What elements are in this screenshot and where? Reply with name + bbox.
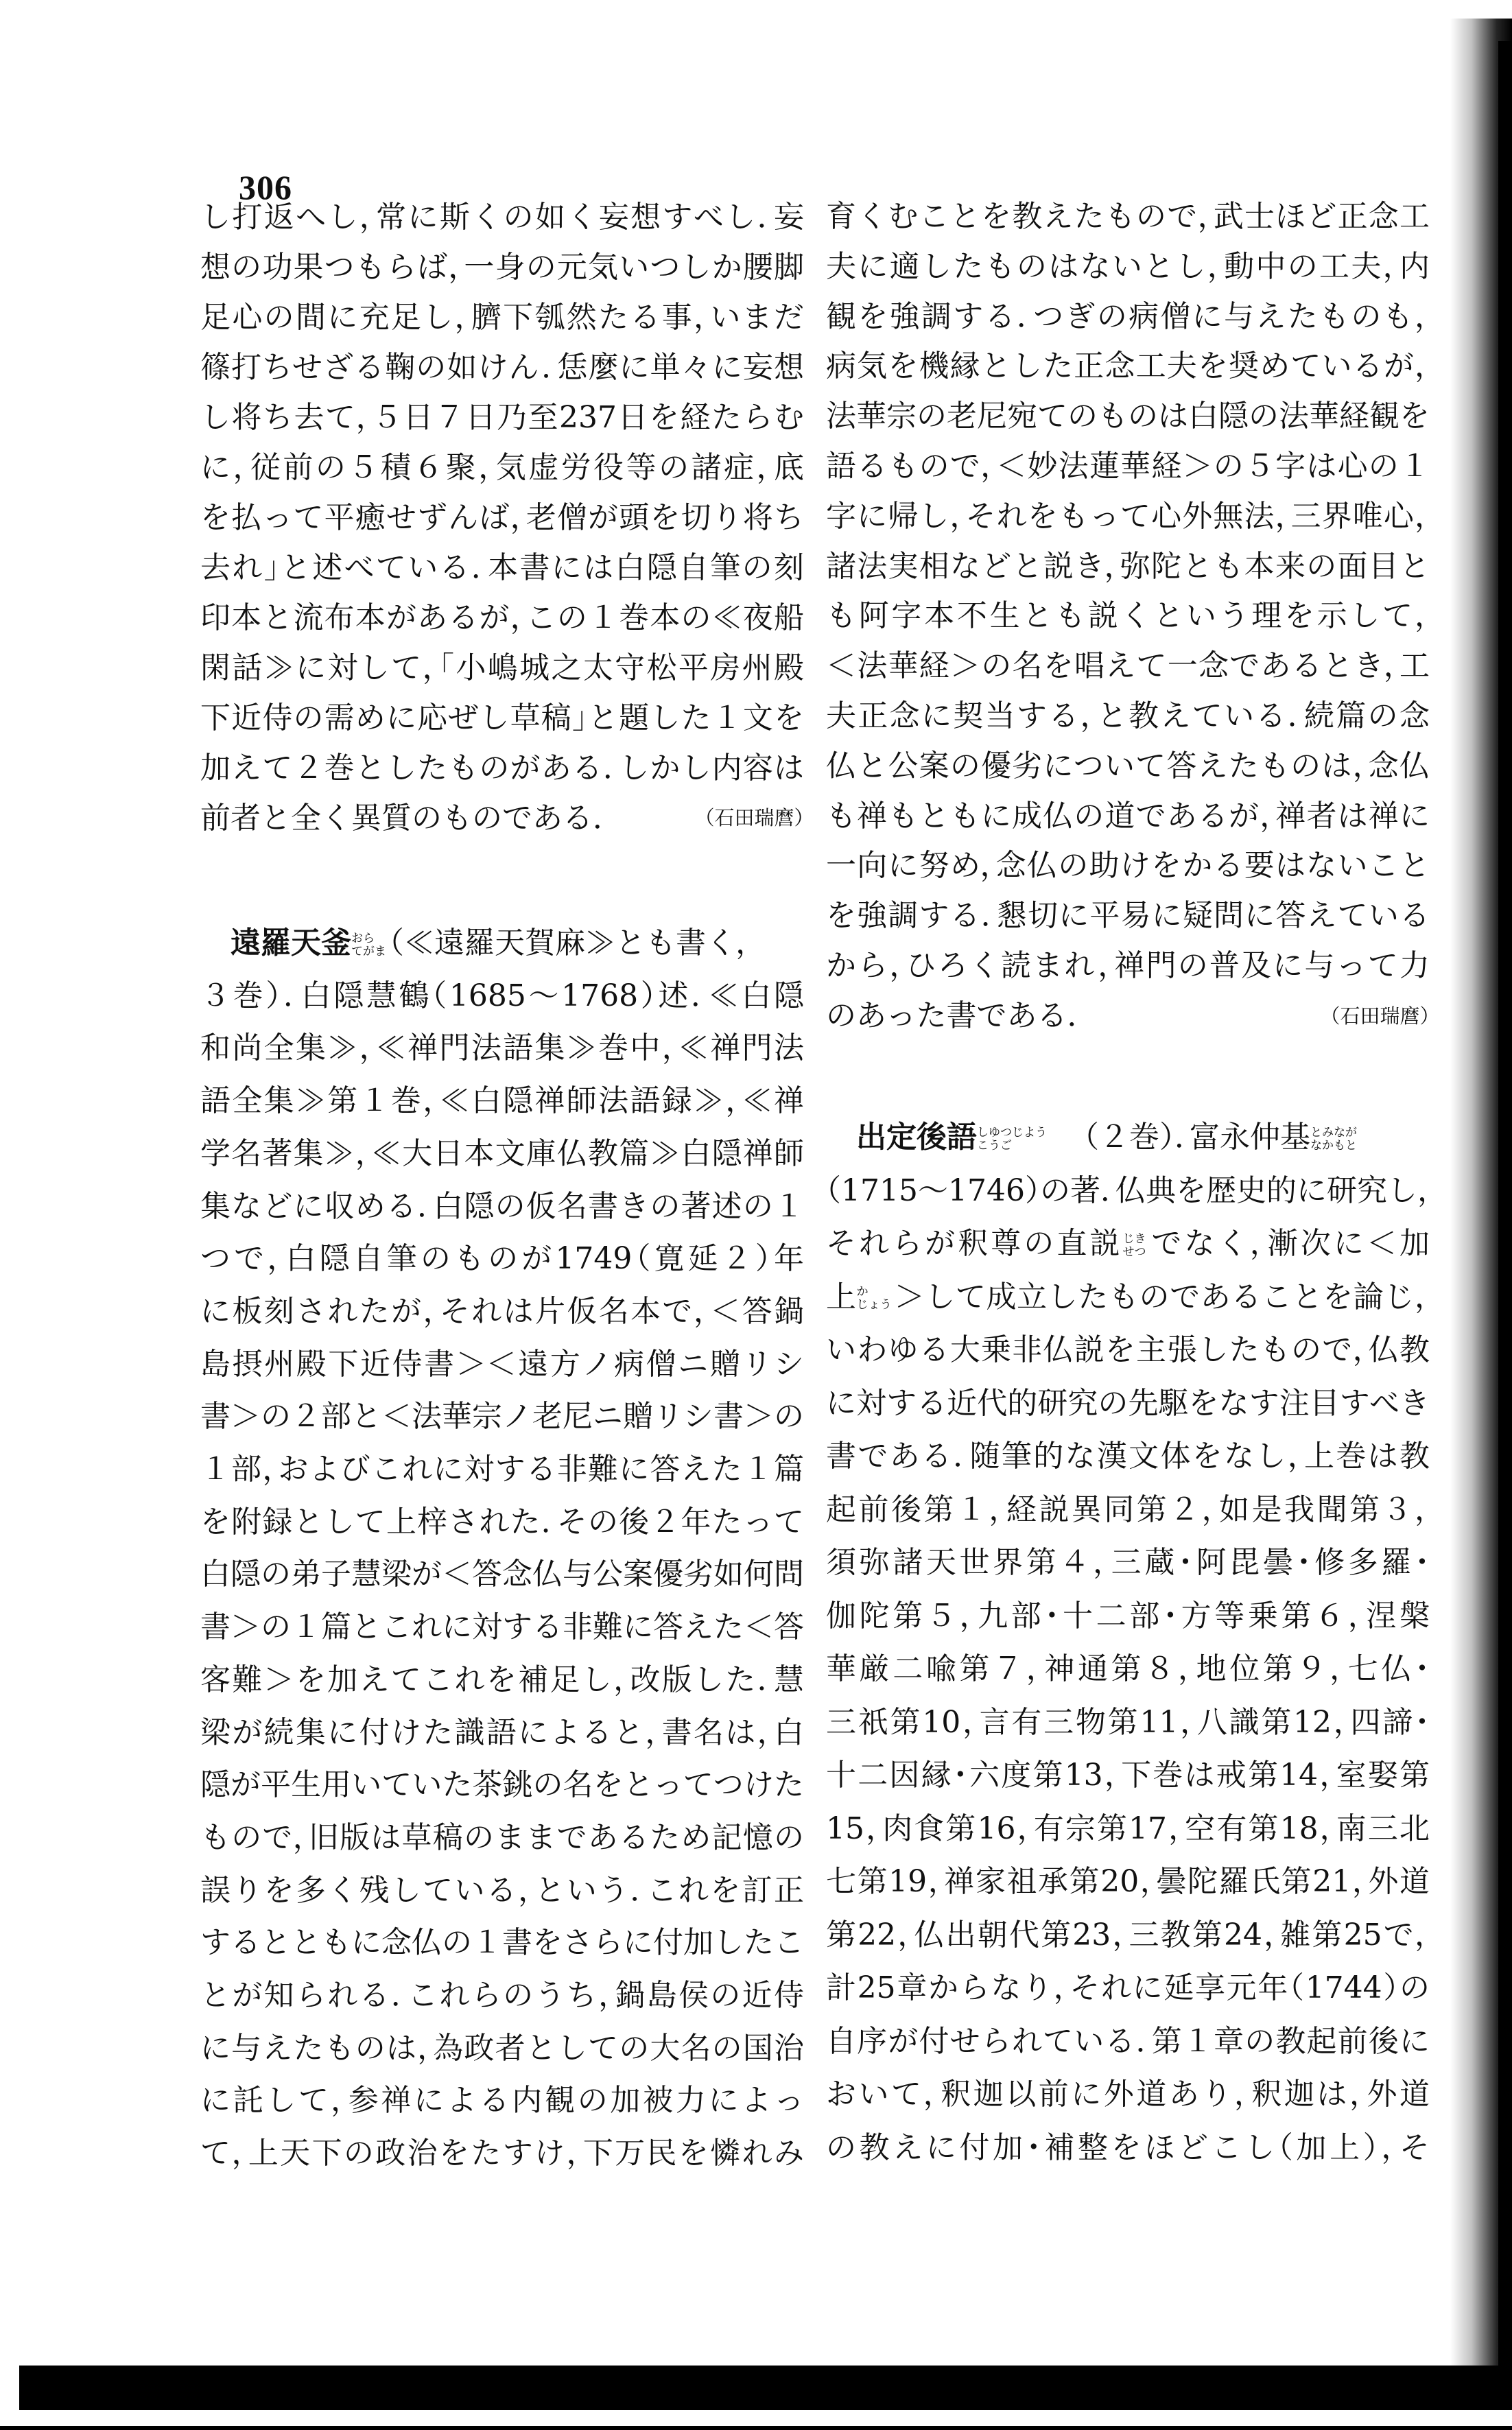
paragraph-end-line <box>826 991 1430 1041</box>
text-line: いわゆる大乗非仏説を主張したもので，仏教 <box>826 1332 1430 1367</box>
entry-heading <box>826 1111 1430 1164</box>
text-line: から，ひろく読まれ，禅門の普及に与って力 <box>826 947 1430 983</box>
ruby-kajo <box>857 1286 892 1312</box>
text-line: おいて，釈迦以前に外道あり，釈迦は，外道 <box>826 2077 1430 2112</box>
text-line: 印本と流布本があるが，この１巻本の≪夜船 <box>200 600 804 635</box>
headword-ruby <box>351 932 386 958</box>
text-line: 客難＞を加えてこれを補足し，改版した．慧 <box>200 1662 804 1697</box>
text-line: もので，旧版は草稿のままであるため記憶の <box>200 1819 804 1855</box>
text-line: 須弥諸天世界第４，三蔵・阿毘曇・修多羅・ <box>826 1545 1430 1580</box>
text-line: を強調する．懇切に平易に疑問に答えている <box>826 898 1430 934</box>
text-segment: でなく，漸次に＜加 <box>1148 1226 1430 1261</box>
paragraph-end-line <box>200 793 804 843</box>
ruby-top: か <box>856 1285 869 1299</box>
text-line: て，上天下の政治をたすけ，下万民を憐れみ <box>200 2136 804 2171</box>
text-line: 夫に適したものはないとし，動中の工夫，内 <box>826 248 1430 284</box>
text-line: に対する近代的研究の先駆をなす注目すべき <box>826 1385 1430 1421</box>
ruby-top: じき <box>1122 1231 1146 1246</box>
text-line: 一向に努め，念仏の助けをかる要はないこと <box>826 848 1430 884</box>
text-line: つで，白隠自筆のものが1749（寛延２）年 <box>200 1241 804 1277</box>
text-segment: のあった書である． <box>826 998 1083 1033</box>
text-line: 書である．随筆的な漢文体をなし，上巻は教 <box>826 1439 1430 1474</box>
text-line: 下近侍の需めに応ぜし草稿」と題した１文を <box>200 700 804 735</box>
text-line: とが知られる．これらのうち，鍋島侯の近侍 <box>200 1978 804 2014</box>
text-line: （1715～1746）の著．仏典を歴史的に研究し， <box>826 1172 1432 1208</box>
text-line: 篠打ちせざる鞠の如けん．恁麼に単々に妄想 <box>200 350 804 385</box>
scan-page-edge <box>1498 41 1512 2374</box>
entry-orategama-continued <box>826 192 1430 1041</box>
text-line: 仏と公案の優劣について答えたものは，念仏 <box>826 748 1430 783</box>
text-line: に与えたものは，為政者としての大名の国治 <box>200 2030 804 2066</box>
scan-bottom-border <box>0 2426 1512 2430</box>
text-line: ３巻）．白隠慧鶴（1685～1768）述．≪白隠 <box>200 978 804 1013</box>
ruby-bottom: てがま <box>351 944 386 958</box>
text-line: 第22，仏出朝代第23，三教第24，雑第25で， <box>826 1917 1430 1953</box>
scan-bottom-border <box>19 2366 1512 2410</box>
ruby-base: 直説 <box>1056 1226 1123 1261</box>
text-segment: ＞して成立したものであることを論じ， <box>894 1279 1430 1314</box>
text-line: 三祇第10，言有三物第11，八識第12，四諦・ <box>826 1704 1430 1740</box>
text-line: 伽陀第５，九部・十二部・方等乗第６，涅槃 <box>826 1598 1430 1633</box>
ruby-bottom: なかもと <box>1310 1138 1357 1153</box>
entry-yasenkanna-end <box>200 192 804 843</box>
entry-shutsujogogo <box>826 1111 1430 2174</box>
text-line: 誤りを多く残している，という．これを訂正 <box>200 1872 804 1908</box>
text-line: 法華宗の老尼宛てのものは白隠の法華経観を <box>826 399 1430 434</box>
text-line: 計25章からなり，それに延享元年（1744）の <box>826 1970 1430 2005</box>
volume-note: （２巻）． <box>1084 1120 1190 1155</box>
entry-orategama <box>200 917 804 2180</box>
text-line: 書＞の２部と＜法華宗ノ老尼ニ贈リシ書＞の <box>200 1399 804 1435</box>
text-line: 足心の間に充足し，臍下瓠然たる事，いまだ <box>200 300 804 335</box>
ruby-bottom: こうご <box>977 1138 1012 1153</box>
text-line: 集などに収める．白隠の仮名書きの著述の１ <box>200 1188 804 1224</box>
text-line: 諸法実相などと説き，弥陀とも本来の面目と <box>826 548 1430 584</box>
text-line: し打返へし，常に斯くの如く妄想すべし．妄 <box>200 200 804 235</box>
text-line <box>826 1271 1430 1324</box>
author-signature: （石田瑞麿） <box>1330 1004 1430 1028</box>
page-number: 306 <box>239 168 292 207</box>
text-line: 病気を機縁とした正念工夫を奨めているが， <box>826 349 1430 384</box>
author-name: 富永仲基 <box>1190 1120 1310 1155</box>
text-line: ＜法華経＞の名を唱えて一念であるとき，工 <box>826 648 1430 684</box>
text-line: 学名著集≫，≪大日本文庫仏教篇≫白隠禅師 <box>200 1135 804 1171</box>
text-line: を附録として上梓された．その後２年たって <box>200 1504 804 1540</box>
text-line: 字に帰し，それをもって心外無法，三界唯心， <box>826 498 1430 534</box>
ruby-bottom: じょう <box>856 1298 892 1312</box>
heading-rest: （≪遠羅天賀麻≫とも書く， <box>389 925 751 960</box>
text-line: に板刻されたが，それは片仮名本で，＜答鍋 <box>200 1293 804 1329</box>
text-line: に託して，参禅による内観の加被力によっ <box>200 2083 804 2119</box>
text-line: 15，肉食第16，有宗第17，空有第18，南三北 <box>826 1810 1430 1846</box>
entry-heading <box>200 917 804 970</box>
text-line: も阿字本不生とも説くという理を示して， <box>826 598 1430 634</box>
ruby-base: 上 <box>826 1279 857 1314</box>
text-line: 観を強調する．つぎの病僧に与えたものも， <box>826 298 1430 334</box>
text-segment: 前者と全く異質のものである． <box>200 801 608 836</box>
text-line: 華厳二喩第７，神通第８，地位第９，七仏・ <box>826 1651 1430 1686</box>
text-line: 書＞の１篇とこれに対する非難に答えた＜答 <box>200 1609 804 1645</box>
text-line: 育くむことを教えたもので，武士ほど正念工 <box>826 199 1430 234</box>
text-line: 十二因縁・六度第13，下巻は戒第14，室娶第 <box>826 1758 1430 1793</box>
ruby-jikisetsu <box>1122 1233 1146 1259</box>
text-line: 自序が付せられている．第１章の教起前後に <box>826 2023 1430 2059</box>
text-line: 梁が続集に付けた識語によると，書名は，白 <box>200 1714 804 1750</box>
text-line: の教えに付加・補整をほどこし（加上），そ <box>826 2130 1430 2165</box>
headword-ruby <box>977 1126 1047 1153</box>
text-line: 語るもので，＜妙法蓮華経＞の５字は心の１ <box>826 448 1430 484</box>
text-line: 島摂州殿下近侍書＞＜遠方ノ病僧ニ贈リシ <box>200 1346 804 1382</box>
text-line: 隠が平生用いていた茶銚の名をとってつけた <box>200 1767 804 1803</box>
text-line: するとともに念仏の１書をさらに付加したこ <box>200 1925 804 1961</box>
ruby-bottom: せつ <box>1122 1245 1146 1259</box>
text-line: 去れ」と述べている．本書には白隠自筆の刻 <box>200 550 804 585</box>
headword: 出定後語 <box>856 1120 977 1155</box>
text-line: し将ち去て，５日７日乃至237日を経たらむ <box>200 400 804 435</box>
text-segment: それらが釈尊の <box>826 1226 1057 1261</box>
text-line: １部，およびこれに対する非難に答えた１篇 <box>200 1452 804 1487</box>
text-line: 和尚全集≫，≪禅門法語集≫巻中，≪禅門法 <box>200 1030 804 1066</box>
text-line: 語全集≫第１巻，≪白隠禅師法語録≫，≪禅 <box>200 1083 804 1119</box>
text-line: 加えて２巻としたものがある．しかし内容は <box>200 751 804 786</box>
text-line: 閑話≫に対して，「小嶋城之太守松平房州殿 <box>200 650 804 685</box>
text-line: 夫正念に契当する，と教えている．続篇の念 <box>826 698 1430 733</box>
ruby-top: おら <box>351 931 375 945</box>
text-line: 起前後第１，経説異同第２，如是我聞第３， <box>826 1491 1430 1527</box>
text-line: も禅もともに成仏の道であるが，禅者は禅に <box>826 798 1430 834</box>
text-line: を払って平癒せずんば，老僧が頭を切り将ち <box>200 500 804 535</box>
author-ruby <box>1310 1126 1357 1153</box>
text-line <box>826 1217 1430 1271</box>
ruby-top: しゆつじよう <box>977 1125 1047 1140</box>
author-signature: （石田瑞麿） <box>704 806 804 829</box>
text-line: に，従前の５積６聚，気虚労役等の諸症，底 <box>200 450 804 485</box>
headword: 遠羅天釜 <box>231 925 351 960</box>
text-line: 七第19，禅家祖承第20，曇陀羅氏第21，外道 <box>826 1864 1430 1899</box>
text-line: 想の功果つもらば，一身の元気いつしか腰脚 <box>200 250 804 285</box>
ruby-top: とみなが <box>1310 1125 1357 1140</box>
text-line: 白隠の弟子慧梁が＜答念仏与公案優劣如何問 <box>200 1557 804 1592</box>
